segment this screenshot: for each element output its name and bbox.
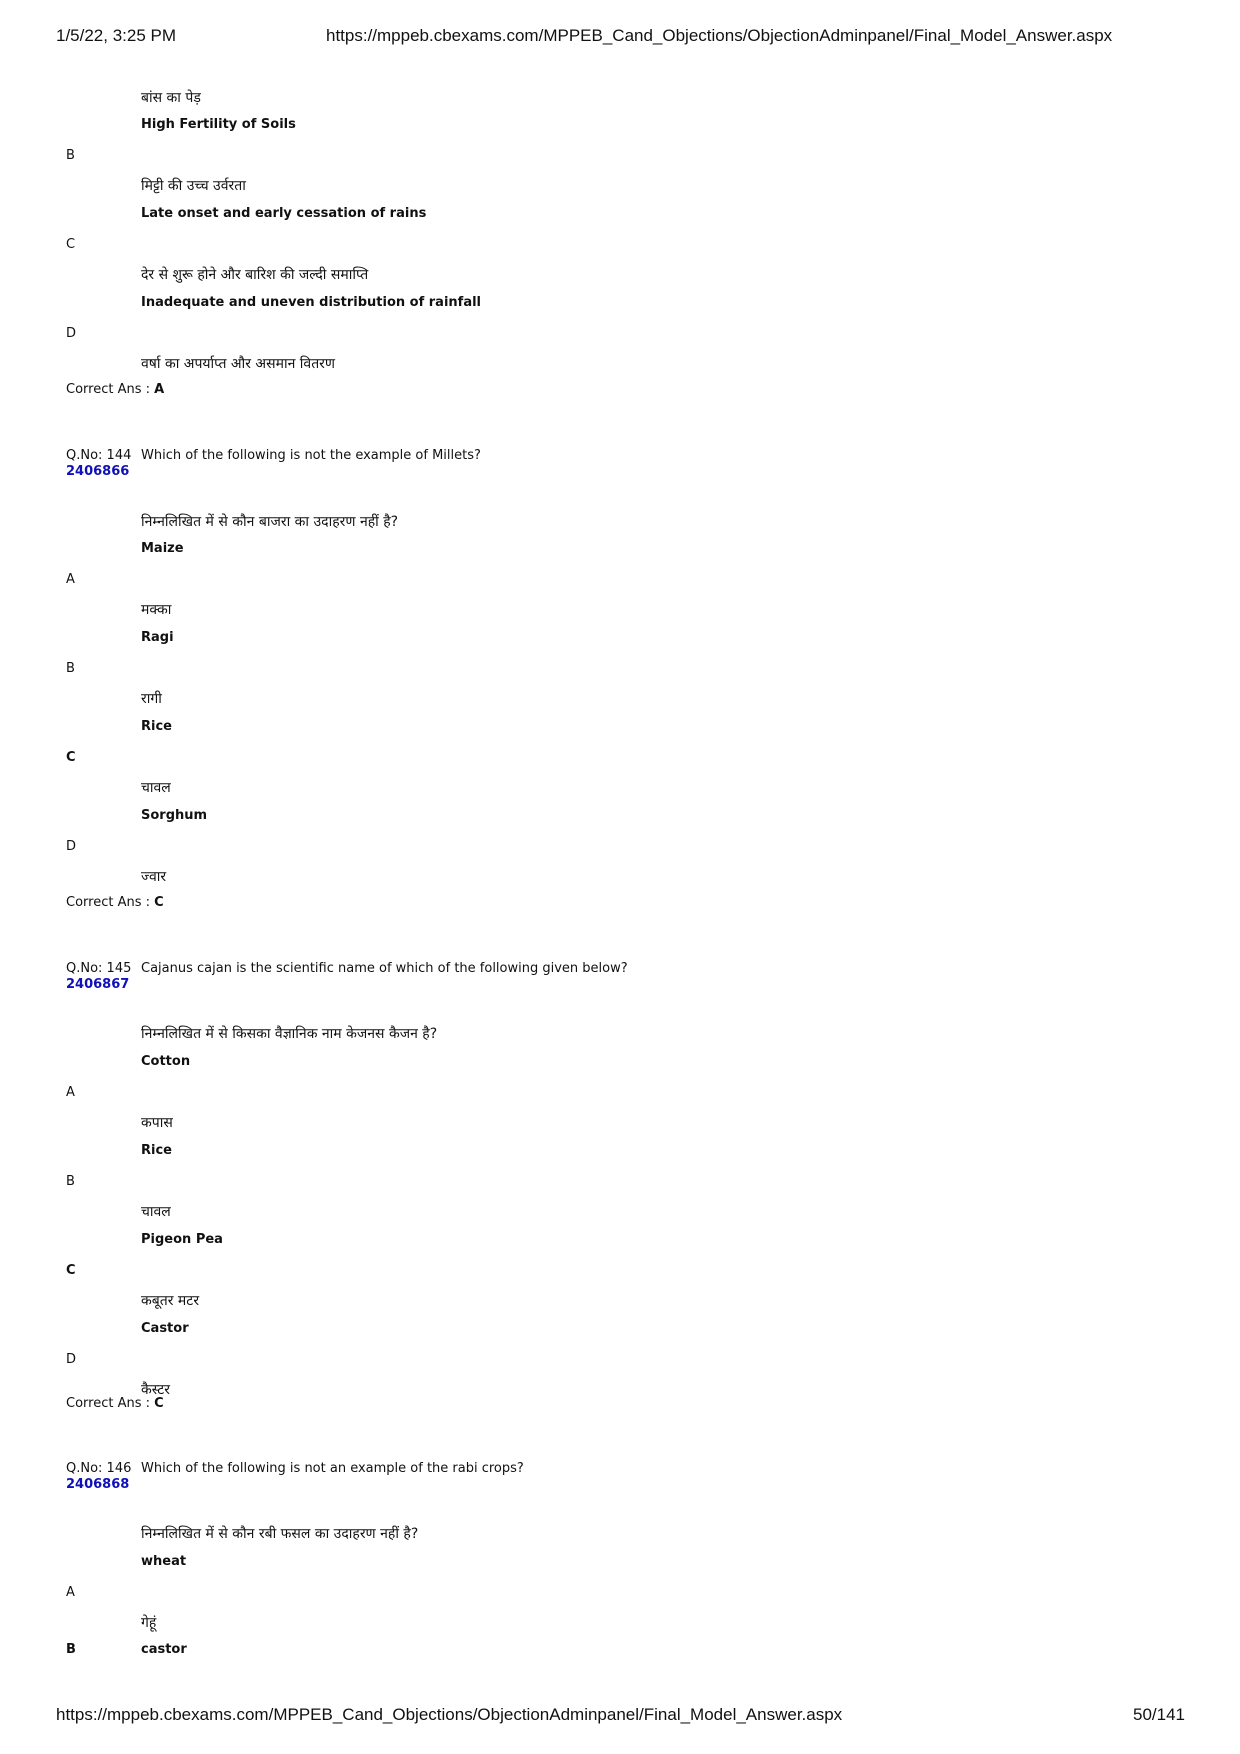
option-letter-b: B: [66, 148, 75, 163]
option-a-hindi: मक्का: [141, 602, 172, 618]
option-letter-d: D: [66, 1352, 77, 1367]
option-c-english: Late onset and early cessation of rains: [141, 206, 427, 221]
option-d-hindi: कैस्टर: [141, 1382, 170, 1398]
question-number: Q.No: 144: [66, 448, 132, 463]
option-d-hindi: वर्षा का अपर्याप्त और असमान वितरण: [141, 356, 336, 372]
question-text-hindi: निम्नलिखित में से कौन बाजरा का उदाहरण नहीं है?: [141, 514, 399, 530]
option-d-english: Castor: [141, 1321, 189, 1336]
option-d-english: Inadequate and uneven distribution of rainfall: [141, 295, 482, 310]
question-text-hindi: निम्नलिखित में से कौन रबी फसल का उदाहरण नहीं है?: [141, 1526, 419, 1542]
option-letter-b: B: [66, 1642, 76, 1657]
option-d-hindi: ज्वार: [141, 869, 167, 885]
option-a-hindi: गेहूं: [141, 1615, 157, 1631]
option-a-english: Cotton: [141, 1054, 191, 1069]
option-c-english: Rice: [141, 719, 172, 734]
option-letter-a: A: [66, 1585, 75, 1600]
correct-answer: [66, 1396, 164, 1411]
question-id: 2406867: [66, 977, 130, 992]
question-number: Q.No: 145: [66, 961, 132, 976]
question-text-english: Which of the following is not an example of the rabi crops?: [141, 1461, 524, 1476]
option-letter-c: C: [66, 1263, 76, 1278]
option-b-hindi: मिट्टी की उच्च उर्वरता: [141, 178, 246, 194]
print-header-url: https://mppeb.cbexams.com/MPPEB_Cand_Objections/ObjectionAdminpanel/Final_Model_Answer.aspx: [326, 26, 1113, 45]
option-b-hindi: रागी: [141, 691, 162, 707]
option-c-hindi: देर से शुरू होने और बारिश की जल्दी समाप्ति: [141, 267, 369, 283]
option-letter-d: D: [66, 839, 77, 854]
option-c-hindi: चावल: [141, 780, 171, 796]
correct-answer-label: Correct Ans :: [66, 895, 150, 910]
correct-answer-value: A: [154, 382, 165, 397]
option-b-english: Ragi: [141, 630, 174, 645]
page-number: 50/141: [1133, 1705, 1185, 1724]
print-footer-url: https://mppeb.cbexams.com/MPPEB_Cand_Objections/ObjectionAdminpanel/Final_Model_Answer.aspx: [56, 1705, 843, 1724]
option-b-english: Rice: [141, 1143, 172, 1158]
question-id: 2406866: [66, 464, 130, 479]
question-id: 2406868: [66, 1477, 130, 1492]
option-letter-c: C: [66, 237, 76, 252]
option-b-english: castor: [141, 1642, 187, 1657]
question-text-english: Which of the following is not the example of Millets?: [141, 448, 481, 463]
option-letter-a: A: [66, 1085, 75, 1100]
option-a-hindi: कपास: [141, 1115, 173, 1131]
option-c-hindi: कबूतर मटर: [141, 1293, 200, 1309]
correct-answer-label: Correct Ans :: [66, 382, 150, 397]
correct-answer: [66, 895, 164, 910]
question-text-english: Cajanus cajan is the scientific name of which of the following given below?: [141, 961, 628, 976]
correct-answer-value: C: [154, 895, 164, 910]
option-b-english: High Fertility of Soils: [141, 117, 296, 132]
option-b-hindi: चावल: [141, 1204, 171, 1220]
option-letter-c: C: [66, 750, 76, 765]
option-a-english: Maize: [141, 541, 184, 556]
option-d-english: Sorghum: [141, 808, 208, 823]
option-letter-d: D: [66, 326, 77, 341]
correct-answer-label: Correct Ans :: [66, 1396, 150, 1411]
option-a-english: wheat: [141, 1554, 187, 1569]
option-a-hindi: बांस का पेड़: [141, 90, 201, 106]
correct-answer-value: C: [154, 1396, 164, 1411]
option-letter-a: A: [66, 572, 75, 587]
option-c-english: Pigeon Pea: [141, 1232, 223, 1247]
option-letter-b: B: [66, 661, 75, 676]
print-datetime: 1/5/22, 3:25 PM: [56, 26, 177, 45]
question-text-hindi: निम्नलिखित में से किसका वैज्ञानिक नाम केजनस कैजन है?: [141, 1026, 438, 1042]
option-letter-b: B: [66, 1174, 75, 1189]
question-number: Q.No: 146: [66, 1461, 132, 1476]
correct-answer: [66, 382, 164, 397]
